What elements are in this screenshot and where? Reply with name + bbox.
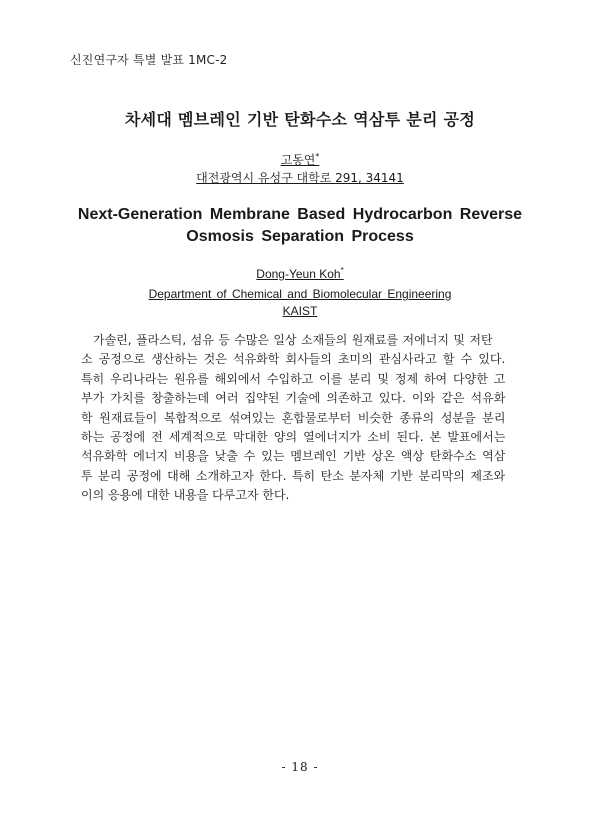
page-number: - 18 - [281,760,319,774]
abstract-line: 소 공정으로 생산하는 것은 석유화학 회사들의 초미의 관심사라고 할 수 있다. [81,352,506,367]
department-name: Department of Chemical and Biomolecular Engineering [148,287,452,301]
korean-title: 차세대 멤브레인 기반 탄화수소 역삼투 분리 공정 [124,110,476,129]
english-author-block [0,267,600,281]
english-title [0,204,600,248]
english-author-text: Dong-Yeun Koh [256,267,341,281]
abstract-line: 학 원재료들이 복합적으로 섞여있는 혼합물로부터 비슷한 종류의 성분을 분리 [81,410,506,425]
korean-address [0,169,600,186]
institution-name: KAIST [282,304,318,318]
corresponding-author-mark: * [315,152,320,161]
english-title-line: Osmosis Separation Process [186,228,414,245]
korean-author-block [0,151,600,168]
abstract-line: 이의 응용에 대한 내용을 다루고자 한다. [81,488,290,503]
english-title-line: Next-Generation Membrane Based Hydrocarbon Reverse [77,206,523,223]
english-affiliation [0,286,600,320]
abstract-line: 하는 공정에 전 세계적으로 막대한 양의 열에너지가 소비 된다. 본 발표에서는 [81,430,506,445]
abstract-line: 특히 우리나라는 원유를 해외에서 수입하고 이를 분리 및 정제 하여 다양한 고 [81,371,506,386]
abstract-line: 투 분리 공정에 대해 소개하고자 한다. 특히 탄소 분자체 기반 분리막의 제조와 [81,468,506,483]
korean-author-text: 고동연 [280,153,316,167]
abstract-line: 부가 가치를 창출하는데 여러 집약된 기술에 의존하고 있다. 이와 같은 석유화 [81,391,506,406]
korean-address-text: 대전광역시 유성구 대학로 291, 34141 [196,171,404,185]
korean-author-name [281,153,320,167]
abstract-line: 석유화학 에너지 비용을 낮출 수 있는 멤브레인 기반 상온 액상 탄화수소 역삼 [81,449,506,464]
running-header: 신진연구자 특별 발표 1MC-2 [70,53,228,67]
abstract-body [81,331,505,506]
abstract-line: 가솔린, 플라스틱, 섬유 등 수많은 일상 소재들의 원재료를 저에너지 및 저탄 [93,333,493,347]
corresponding-author-mark: * [340,266,344,275]
english-author-name [256,267,343,281]
